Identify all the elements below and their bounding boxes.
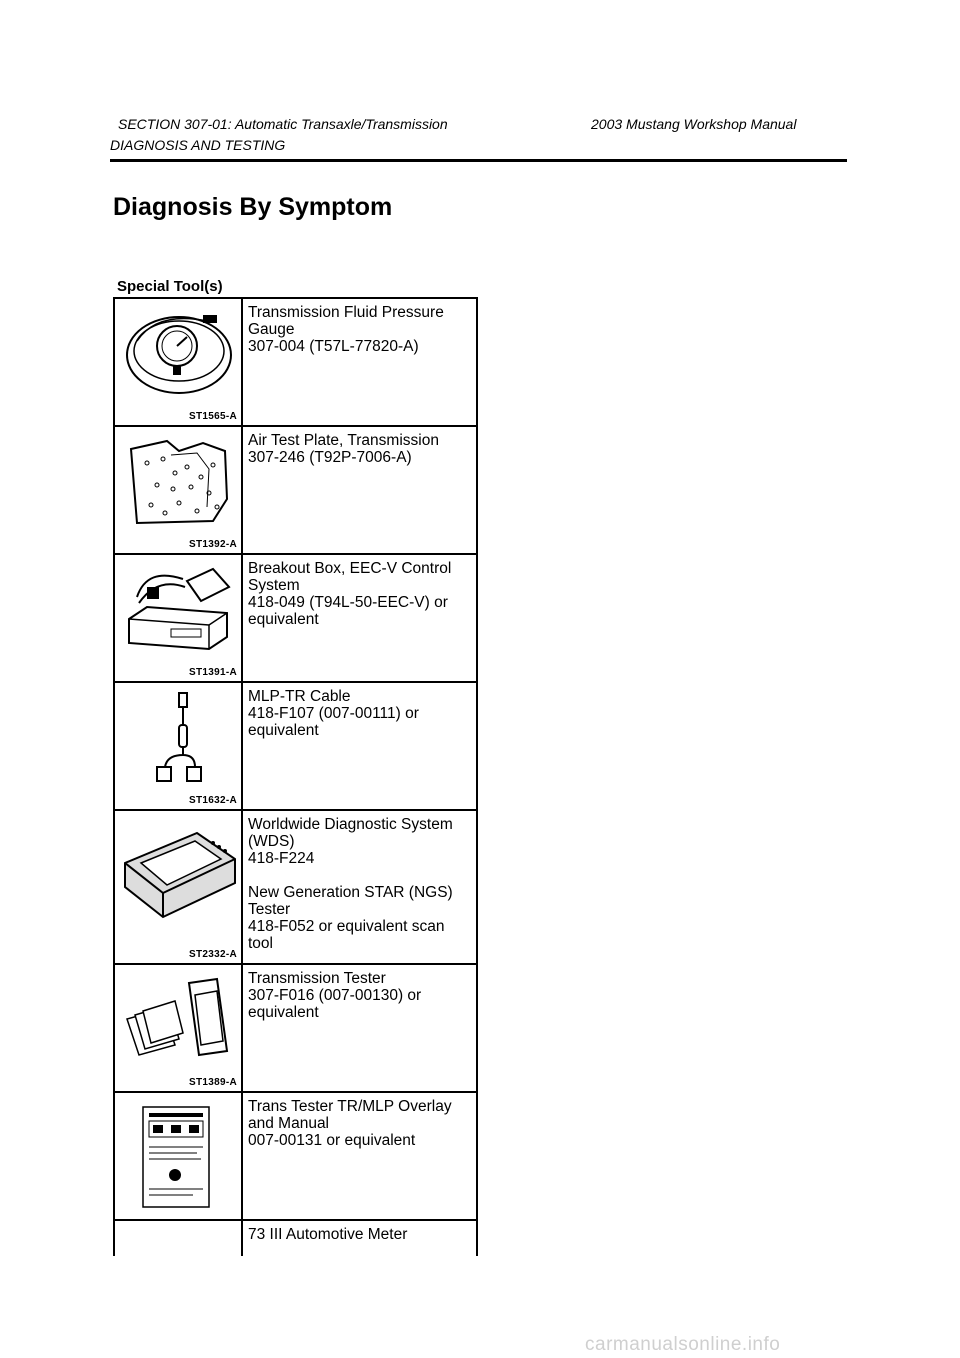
header-section: SECTION 307-01: Automatic Transaxle/Transmission	[118, 116, 448, 132]
pressure-gauge-icon	[115, 299, 243, 425]
special-tools-table	[113, 297, 478, 1256]
table-row	[113, 297, 478, 425]
table-row	[113, 425, 478, 553]
tool-description: 73 III Automotive Meter	[248, 1226, 408, 1243]
tool-description: Transmission Fluid Pressure Gauge 307-004 (T57L-77820-A)	[248, 304, 444, 355]
tool-description: Breakout Box, EEC-V Control System 418-049 (T94L-50-EEC-V) or equivalent	[248, 560, 452, 628]
cable-icon	[115, 683, 243, 809]
tool-description: Transmission Tester 307-F016 (007-00130) or equivalent	[248, 970, 422, 1021]
figure-id: ST1391-A	[189, 667, 237, 678]
header-divider	[110, 159, 847, 162]
page-title: Diagnosis By Symptom	[113, 193, 393, 221]
table-row	[113, 681, 478, 809]
figure-id: ST1565-A	[189, 411, 237, 422]
figure-id: ST1389-A	[189, 1077, 237, 1088]
table-row	[113, 553, 478, 681]
tool-description: MLP-TR Cable 418-F107 (007-00111) or equivalent	[248, 688, 419, 739]
table-row	[113, 1219, 478, 1256]
table-row	[113, 1091, 478, 1219]
overlay-manual-icon	[115, 1093, 243, 1219]
figure-id: ST1632-A	[189, 795, 237, 806]
diagnostic-tablet-icon	[115, 811, 243, 963]
figure-id: ST1392-A	[189, 539, 237, 550]
table-row	[113, 809, 478, 963]
breakout-box-icon	[115, 555, 243, 681]
header-manual-title: 2003 Mustang Workshop Manual	[591, 116, 797, 132]
tool-description: Worldwide Diagnostic System (WDS) 418-F224 New Generation STAR (NGS) Tester 418-F052 or equivalent scan tool	[248, 816, 453, 952]
meter-image-cell	[115, 1221, 243, 1256]
figure-id: ST2332-A	[189, 949, 237, 960]
tester-icon	[115, 965, 243, 1091]
tool-description: Trans Tester TR/MLP Overlay and Manual 007-00131 or equivalent	[248, 1098, 452, 1149]
header-subsection: DIAGNOSIS AND TESTING	[110, 137, 286, 153]
table-row	[113, 963, 478, 1091]
tool-description: Air Test Plate, Transmission 307-246 (T92P-7006-A)	[248, 432, 439, 466]
watermark: carmanualsonline.info	[585, 1334, 781, 1355]
air-test-plate-icon	[115, 427, 243, 553]
special-tools-heading: Special Tool(s)	[117, 278, 223, 295]
